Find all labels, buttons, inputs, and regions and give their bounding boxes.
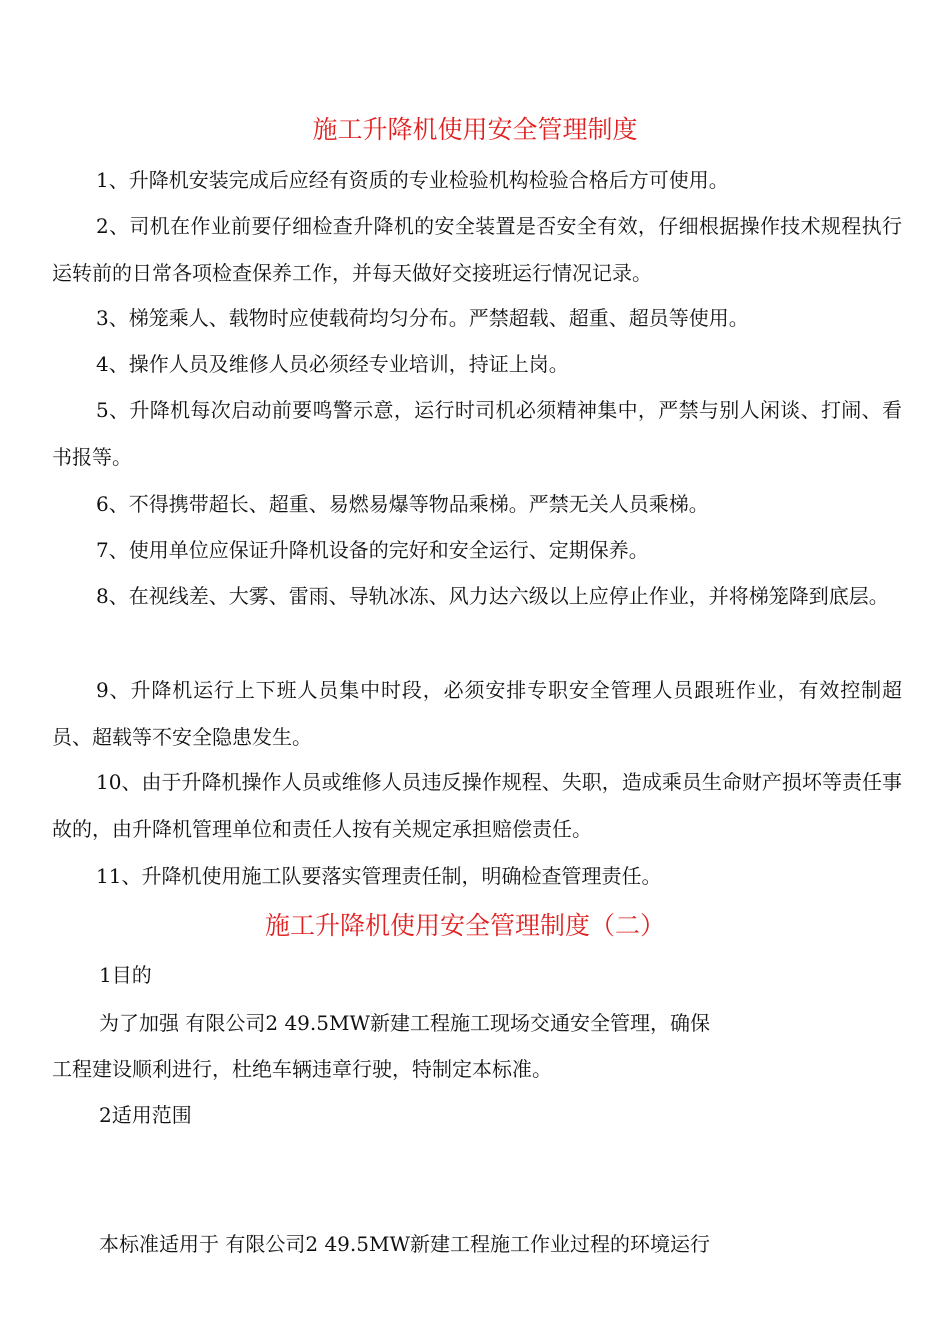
rule-item-10: 10、由于升降机操作人员或维修人员违反操作规程、失职，造成乘员生命财产损坏等责任事故的，由升降机管理单位和责任人按有关规定承担赔偿责任。 xyxy=(52,770,902,841)
section-title: 施工升降机使用安全管理制度（二） xyxy=(264,911,665,940)
scope-text-line-1: 本标准适用于 有限公司2 49.5MW新建工程施工作业过程的环境运行 xyxy=(99,1232,711,1256)
purpose-heading: 1目的 xyxy=(99,963,152,987)
scope-heading: 2适用范围 xyxy=(99,1103,192,1127)
rule-item-5: 5、升降机每次启动前要鸣警示意，运行时司机必须精神集中，严禁与别人闲谈、打闹、看书报等。 xyxy=(52,398,902,469)
rule-item-8: 8、在视线差、大雾、雷雨、导轨冰冻、风力达六级以上应停止作业，并将梯笼降到底层。 xyxy=(96,584,889,608)
rule-item-6: 6、不得携带超长、超重、易燃易爆等物品乘梯。严禁无关人员乘梯。 xyxy=(96,492,709,516)
rule-item-7: 7、使用单位应保证升降机设备的完好和安全运行、定期保养。 xyxy=(96,538,649,562)
document-title: 施工升降机使用安全管理制度 xyxy=(312,115,638,144)
rule-item-1: 1、升降机安装完成后应经有资质的专业检验机构检验合格后方可使用。 xyxy=(96,168,729,192)
rule-item-4: 4、操作人员及维修人员必须经专业培训，持证上岗。 xyxy=(96,352,569,376)
purpose-text-line-2: 工程建设顺利进行，杜绝车辆违章行驶，特制定本标准。 xyxy=(52,1057,552,1081)
rule-item-11: 11、升降机使用施工队要落实管理责任制，明确检查管理责任。 xyxy=(96,864,662,888)
rule-item-2: 2、司机在作业前要仔细检查升降机的安全装置是否安全有效，仔细根据操作技术规程执行运转前的日常各项检查保养工作，并每天做好交接班运行情况记录。 xyxy=(52,214,902,285)
rule-item-3: 3、梯笼乘人、载物时应使载荷均匀分布。严禁超载、超重、超员等使用。 xyxy=(96,306,749,330)
purpose-text-line-1: 为了加强 有限公司2 49.5MW新建工程施工现场交通安全管理，确保 xyxy=(99,1011,711,1035)
rule-item-9: 9、升降机运行上下班人员集中时段，必须安排专职安全管理人员跟班作业，有效控制超员、超载等不安全隐患发生。 xyxy=(52,678,902,749)
